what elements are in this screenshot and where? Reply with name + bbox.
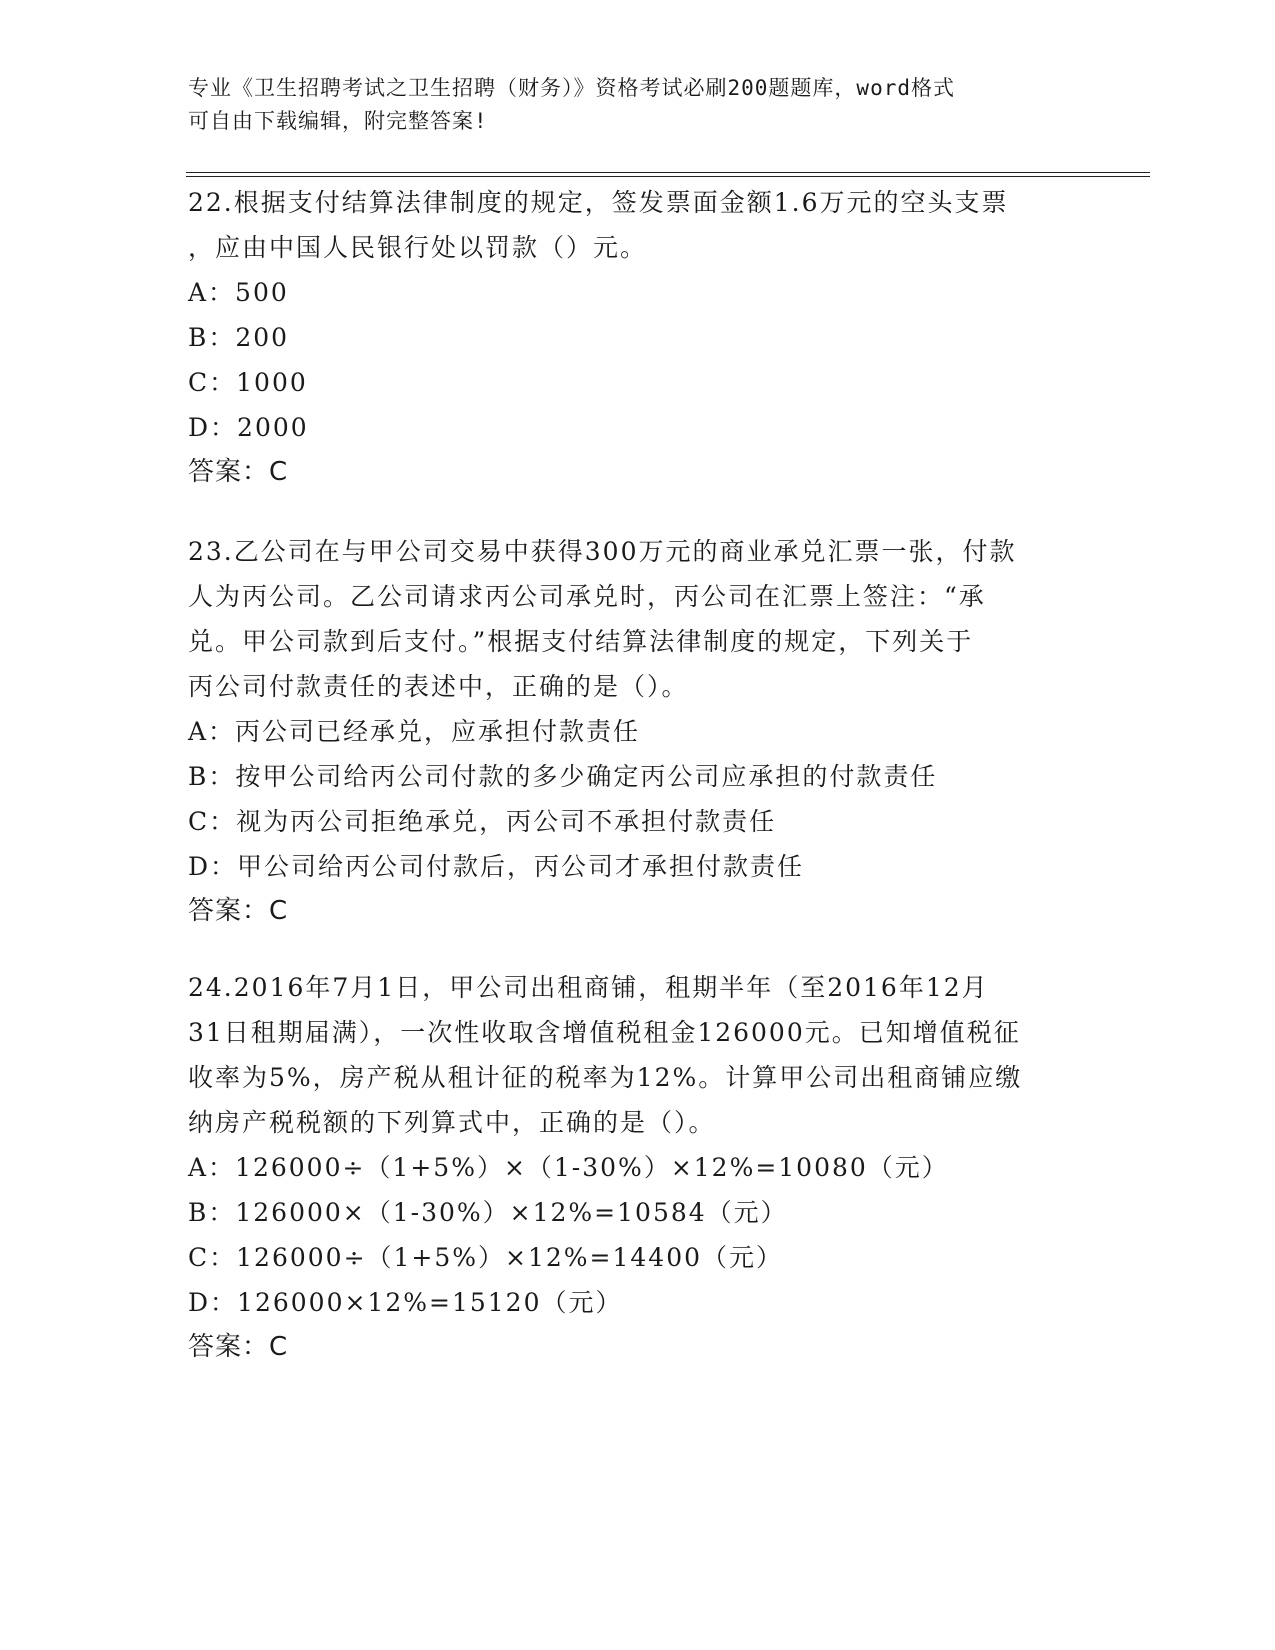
option-b: B：按甲公司给丙公司付款的多少确定丙公司应承担的付款责任	[188, 762, 938, 791]
question-stem-line: 23.乙公司在与甲公司交易中获得300万元的商业承兑汇票一张，付款	[188, 537, 1017, 566]
option-d: D：2000	[188, 413, 309, 442]
option-a: A：500	[188, 278, 289, 307]
option-a: A：126000÷（1+5%）×（1-30%）×12%=10080（元）	[188, 1153, 949, 1182]
question-stem-line: 丙公司付款责任的表述中，正确的是（）。	[188, 672, 689, 701]
question-stem-line: 兑。甲公司款到后支付。”根据支付结算法律制度的规定，下列关于	[188, 627, 974, 656]
question-stem-line: 22.根据支付结算法律制度的规定，签发票面金额1.6万元的空头支票	[188, 188, 1009, 217]
header-line-1: 专业《卫生招聘考试之卫生招聘（财务）》资格考试必刷200题题库，word格式	[188, 76, 955, 100]
question-stem-line: ，应由中国人民银行处以罚款（）元。	[188, 233, 648, 262]
question-stem-line: 24.2016年7月1日，甲公司出租商铺，租期半年（至2016年12月	[188, 973, 989, 1002]
option-d: D：甲公司给丙公司付款后，丙公司才承担付款责任	[188, 852, 805, 881]
option-d: D：126000×12%=15120（元）	[188, 1288, 623, 1317]
header-line-2: 可自由下载编辑，附完整答案!	[188, 109, 488, 133]
option-c: C：1000	[188, 368, 308, 397]
answer-line: 答案：C	[188, 457, 289, 487]
question-stem-line: 31日租期届满），一次性收取含增值税租金126000元。已知增值税征	[188, 1018, 1021, 1047]
question-22	[188, 180, 1088, 495]
question-stem-line: 收率为5%，房产税从租计征的税率为12%。计算甲公司出租商铺应缴	[188, 1063, 1023, 1092]
document-header	[188, 72, 1068, 138]
answer-line: 答案：C	[188, 896, 289, 926]
header-divider-bottom	[186, 176, 1150, 177]
question-23	[188, 529, 1088, 934]
question-stem-line: 纳房产税税额的下列算式中，正确的是（）。	[188, 1108, 716, 1137]
option-b: B：200	[188, 323, 290, 352]
option-a: A：丙公司已经承兑，应承担付款责任	[188, 717, 641, 746]
option-c: C：视为丙公司拒绝承兑，丙公司不承担付款责任	[188, 807, 777, 836]
answer-line: 答案：C	[188, 1332, 289, 1362]
option-b: B：126000×（1-30%）×12%=10584（元）	[188, 1198, 788, 1227]
question-stem-line: 人为丙公司。乙公司请求丙公司承兑时，丙公司在汇票上签注：“承	[188, 582, 986, 611]
header-divider-top	[186, 172, 1150, 173]
question-24	[188, 965, 1088, 1370]
option-c: C：126000÷（1+5%）×12%=14400（元）	[188, 1243, 784, 1272]
